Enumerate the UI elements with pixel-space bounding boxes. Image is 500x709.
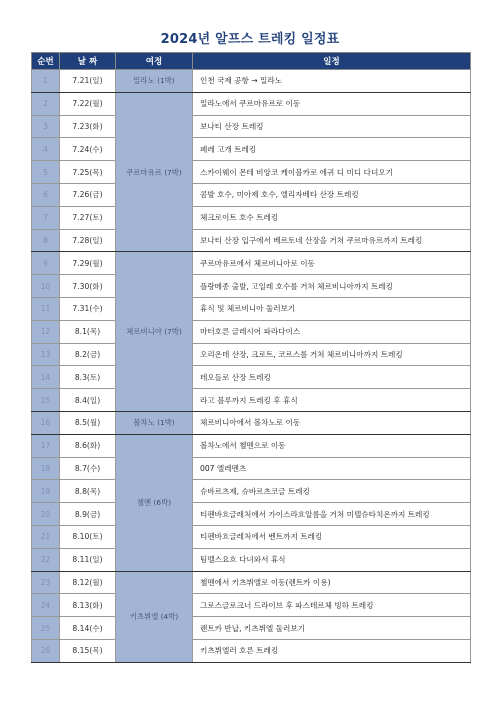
row-date: 7.21(일) <box>60 70 116 93</box>
header-itinerary: 일정 <box>193 53 471 70</box>
table-row <box>32 617 471 640</box>
region-cell: 쿠르마유르 (7박) <box>116 92 193 252</box>
row-itinerary: 체르비니아에서 볼차노로 이동 <box>193 411 471 434</box>
header-date: 날 짜 <box>60 53 116 70</box>
row-number: 26 <box>32 639 60 662</box>
row-date: 7.29(월) <box>60 252 116 275</box>
row-number: 17 <box>32 434 60 457</box>
row-number: 22 <box>32 548 60 571</box>
row-number: 2 <box>32 92 60 115</box>
table-row <box>32 480 471 503</box>
row-number: 10 <box>32 275 60 298</box>
table-row <box>32 457 471 480</box>
row-date: 8.12(월) <box>60 571 116 594</box>
table-row <box>32 70 471 93</box>
row-number: 21 <box>32 525 60 548</box>
table-row <box>32 434 471 457</box>
page-title: 2024년 알프스 트레킹 일정표 <box>160 32 340 47</box>
row-date: 8.9(금) <box>60 503 116 526</box>
region-cell: 첼멘 (6박) <box>116 434 193 571</box>
header-num: 순번 <box>32 53 60 70</box>
table-header-row <box>32 53 471 70</box>
row-number: 13 <box>32 343 60 366</box>
table-row <box>32 503 471 526</box>
table-row <box>32 548 471 571</box>
row-number: 11 <box>32 297 60 320</box>
table-row <box>32 411 471 434</box>
row-number: 1 <box>32 70 60 93</box>
table-row <box>32 639 471 662</box>
row-date: 7.26(금) <box>60 183 116 206</box>
row-number: 4 <box>32 138 60 161</box>
table-row <box>32 206 471 229</box>
row-itinerary: 키츠뷔엘러 호른 트레킹 <box>193 639 471 662</box>
row-itinerary: 티펜바흐글레처에서 가이스라흐알름을 거쳐 미텔슈타치온까지 트레킹 <box>193 503 471 526</box>
row-date: 8.10(토) <box>60 525 116 548</box>
row-number: 16 <box>32 411 60 434</box>
row-itinerary: 체크로이트 호수 트레킹 <box>193 206 471 229</box>
row-itinerary: 쿠르마유르에서 체르비니아로 이동 <box>193 252 471 275</box>
row-number: 12 <box>32 320 60 343</box>
row-number: 9 <box>32 252 60 275</box>
table-row <box>32 275 471 298</box>
row-number: 24 <box>32 594 60 617</box>
row-itinerary: 슈바르츠제, 슈바르츠코글 트레킹 <box>193 480 471 503</box>
table-row <box>32 389 471 412</box>
row-itinerary: 페레 고개 트레킹 <box>193 138 471 161</box>
row-itinerary: 첼멘에서 키츠뷔엘로 이동(렌트카 이용) <box>193 571 471 594</box>
table-row <box>32 92 471 115</box>
row-date: 8.4(일) <box>60 389 116 412</box>
row-number: 7 <box>32 206 60 229</box>
table-row <box>32 138 471 161</box>
row-date: 8.2(금) <box>60 343 116 366</box>
row-date: 7.25(목) <box>60 161 116 184</box>
row-date: 7.27(토) <box>60 206 116 229</box>
header-region: 여정 <box>116 53 193 70</box>
row-itinerary: 휴식 및 체르비니아 둘러보기 <box>193 297 471 320</box>
row-number: 3 <box>32 115 60 138</box>
row-date: 8.5(월) <box>60 411 116 434</box>
region-cell: 키츠뷔엘 (4박) <box>116 571 193 662</box>
row-date: 8.15(목) <box>60 639 116 662</box>
row-itinerary: 마터호른 글레시어 파라다이스 <box>193 320 471 343</box>
row-itinerary: 오리온데 산장, 크로트, 코르스를 거쳐 체르비니아까지 트레킹 <box>193 343 471 366</box>
row-itinerary: 콤발 호수, 미아제 호수, 엘리자베타 산장 트레킹 <box>193 183 471 206</box>
row-itinerary: 볼차노에서 첼멘으로 이동 <box>193 434 471 457</box>
table-row <box>32 366 471 389</box>
table-row <box>32 571 471 594</box>
itinerary-table <box>31 52 471 663</box>
row-itinerary: 플랑메종 출발, 고일레 호수를 거쳐 체르비니아까지 트레킹 <box>193 275 471 298</box>
row-number: 20 <box>32 503 60 526</box>
row-itinerary: 라고 블루까지 트레킹 후 휴식 <box>193 389 471 412</box>
table-row <box>32 183 471 206</box>
row-itinerary: 007 엘레멘츠 <box>193 457 471 480</box>
row-date: 7.31(수) <box>60 297 116 320</box>
table-row <box>32 320 471 343</box>
row-date: 8.8(목) <box>60 480 116 503</box>
row-itinerary: 보나티 산장 트레킹 <box>193 115 471 138</box>
row-date: 8.1(목) <box>60 320 116 343</box>
row-itinerary: 테오들로 산장 트레킹 <box>193 366 471 389</box>
row-date: 8.6(화) <box>60 434 116 457</box>
row-itinerary: 팀멜스요흐 다녀와서 휴식 <box>193 548 471 571</box>
row-number: 15 <box>32 389 60 412</box>
row-date: 8.14(수) <box>60 617 116 640</box>
table-row <box>32 161 471 184</box>
row-date: 7.30(화) <box>60 275 116 298</box>
row-number: 8 <box>32 229 60 252</box>
row-number: 23 <box>32 571 60 594</box>
row-itinerary: 그로스글로크너 드라이브 후 파스테르체 빙하 트레킹 <box>193 594 471 617</box>
region-cell: 밀라노 (1박) <box>116 70 193 93</box>
table-row <box>32 594 471 617</box>
table-row <box>32 229 471 252</box>
table-row <box>32 343 471 366</box>
row-date: 8.11(일) <box>60 548 116 571</box>
row-date: 8.3(토) <box>60 366 116 389</box>
row-date: 8.13(화) <box>60 594 116 617</box>
region-cell: 체르비니아 (7박) <box>116 252 193 412</box>
row-itinerary: 인천 국제 공항 → 밀라노 <box>193 70 471 93</box>
row-number: 19 <box>32 480 60 503</box>
table-row <box>32 525 471 548</box>
row-number: 25 <box>32 617 60 640</box>
row-date: 7.23(화) <box>60 115 116 138</box>
table-row <box>32 115 471 138</box>
row-number: 18 <box>32 457 60 480</box>
region-cell: 볼차노 (1박) <box>116 411 193 434</box>
row-itinerary: 티펜바흐글레처에서 벤트까지 트레킹 <box>193 525 471 548</box>
row-date: 8.7(수) <box>60 457 116 480</box>
row-number: 5 <box>32 161 60 184</box>
row-date: 7.28(일) <box>60 229 116 252</box>
row-date: 7.24(수) <box>60 138 116 161</box>
row-itinerary: 밀라노에서 쿠르마유르로 이동 <box>193 92 471 115</box>
row-date: 7.22(월) <box>60 92 116 115</box>
table-row <box>32 297 471 320</box>
row-number: 14 <box>32 366 60 389</box>
row-number: 6 <box>32 183 60 206</box>
row-itinerary: 스카이웨이 몬테 비앙코 케이블카로 에귀 디 미디 다녀오기 <box>193 161 471 184</box>
row-itinerary: 보나티 산장 입구에서 베르토네 산장을 거쳐 쿠르마유르까지 트레킹 <box>193 229 471 252</box>
row-itinerary: 렌트카 반납, 키츠뷔엘 둘러보기 <box>193 617 471 640</box>
table-row <box>32 252 471 275</box>
